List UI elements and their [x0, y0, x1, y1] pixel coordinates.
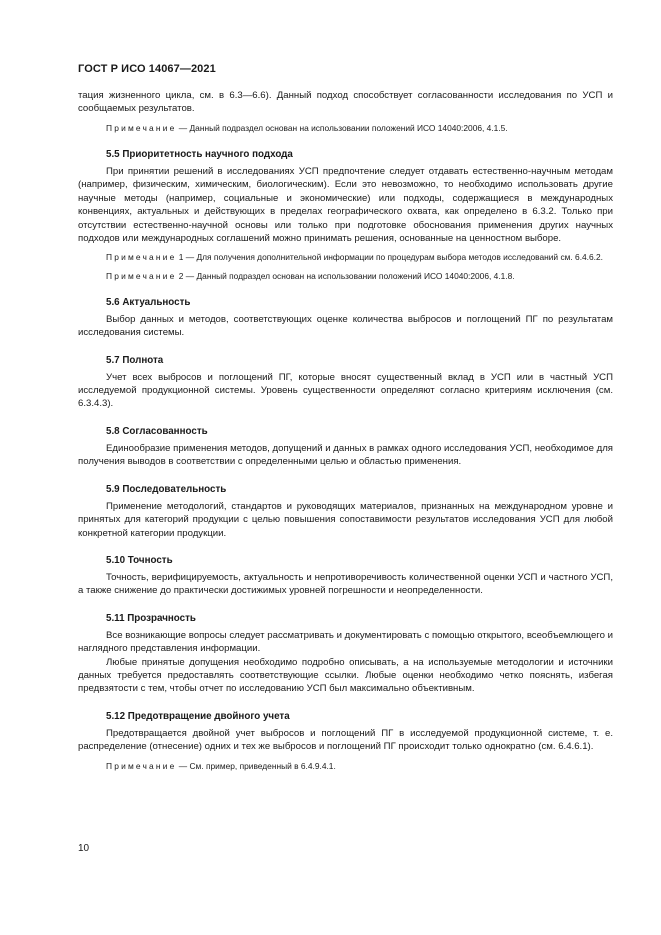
section-5-7-title: 5.7 Полнота — [106, 354, 164, 366]
standard-header: ГОСТ Р ИСО 14067—2021 — [78, 63, 216, 75]
note-label: Примечание — [106, 760, 177, 771]
note-label: Примечание — [106, 270, 177, 281]
note-label: Примечание — [106, 122, 177, 133]
section-5-10-text: Точность, верифицируемость, актуальность и непротиворечивость количественной оценки УСП и частного УСП, а также снижение до практически достижимых уровней погрешности и неопределенности. — [78, 571, 613, 597]
section-5-9-text: Применение методологий, стандартов и руководящих материалов, признанных на международном уровне и принятых для категорий продукции с целью повышения сопоставимости результатов исследования УСП для любой конкретной категории продукции. — [78, 500, 613, 539]
section-5-11-text-1: Все возникающие вопросы следует рассматривать и документировать с помощью открытого, всеобъемлющего и наглядного представления информации. — [78, 629, 613, 655]
intro-paragraph: тация жизненного цикла, см. в 6.3—6.6). Данный подход способствует согласованности исследования по УСП и сообщаемых результатов. — [78, 90, 613, 115]
section-5-12-text: Предотвращается двойной учет выбросов и поглощений ПГ в исследуемой продукционной системе, т. е. распределение (отнесение) одних и тех же выбросов и поглощений ПГ происходит только однократно (см. 6.4.6.1). — [78, 727, 613, 753]
section-5-8-text: Единообразие применения методов, допущений и данных в рамках одного исследования УСП, необходимое для получения выводов в соответствии с определенными целью и областью применения. — [78, 442, 613, 468]
section-5-5-note-2 — [78, 270, 613, 282]
section-5-6-title: 5.6 Актуальность — [106, 296, 191, 308]
section-5-5-title: 5.5 Приоритетность научного подхода — [106, 149, 293, 161]
section-5-11-title: 5.11 Прозрачность — [106, 612, 196, 624]
page-content — [78, 89, 613, 772]
note-label: Примечание — [106, 252, 177, 263]
section-5-5-note-1 — [78, 251, 613, 263]
section-5-5-text: При принятии решений в исследованиях УСП предпочтение следует отдавать естественно-научным методам (например, физическим, химическим, биологическим). Если это невозможно, то необходимо использовать другие научные методы (например, социальные и экономические) или подходы, содержащиеся в международных конвенциях, актуальных и действующих в пределах географического охвата, как определено в 6.3.2. Только при отсутствии естественно-научной основы или только при подготовке обоснования применения других научных подходов или международных соглашений можно принимать решения, основанные на ценностном выборе. — [78, 166, 613, 245]
section-5-10-title: 5.10 Точность — [106, 554, 173, 566]
note-text: — См. пример, приведенный в 6.4.9.4.1. — [176, 760, 336, 771]
section-5-6-text: Выбор данных и методов, соответствующих оценке количества выбросов и поглощений ПГ по результатам исследования системы. — [78, 313, 613, 339]
note-text: 1 — Для получения дополнительной информации по процедурам выбора методов исследований см. 6.4.6.2. — [176, 252, 603, 263]
section-5-12-title: 5.12 Предотвращение двойного учета — [106, 710, 290, 722]
intro-note — [78, 122, 613, 134]
note-text: 2 — Данный подраздел основан на использовании положений ИСО 14040:2006, 4.1.8. — [176, 270, 515, 281]
section-5-8-title: 5.8 Согласованность — [106, 425, 208, 437]
section-5-9-title: 5.9 Последовательность — [106, 483, 227, 495]
page-number: 10 — [78, 843, 90, 854]
section-5-12-note — [78, 760, 613, 772]
section-5-7-text: Учет всех выбросов и поглощений ПГ, которые вносят существенный вклад в УСП или в частный УСП исследуемой продукционной системы. Уровень существенности определяют согласно критериям исключения (см. 6.3.4.3). — [78, 371, 613, 410]
section-5-11-text-2: Любые принятые допущения необходимо подробно описывать, а на используемые методологии и источники данных требуется предоставлять соответствующие ссылки. Любые оценки необходимо четко пояснять, избегая предвзятости с тем, чтобы отчет по исследованию УСП был максимально объективным. — [78, 656, 613, 695]
note-text: — Данный подраздел основан на использовании положений ИСО 14040:2006, 4.1.5. — [176, 122, 508, 133]
